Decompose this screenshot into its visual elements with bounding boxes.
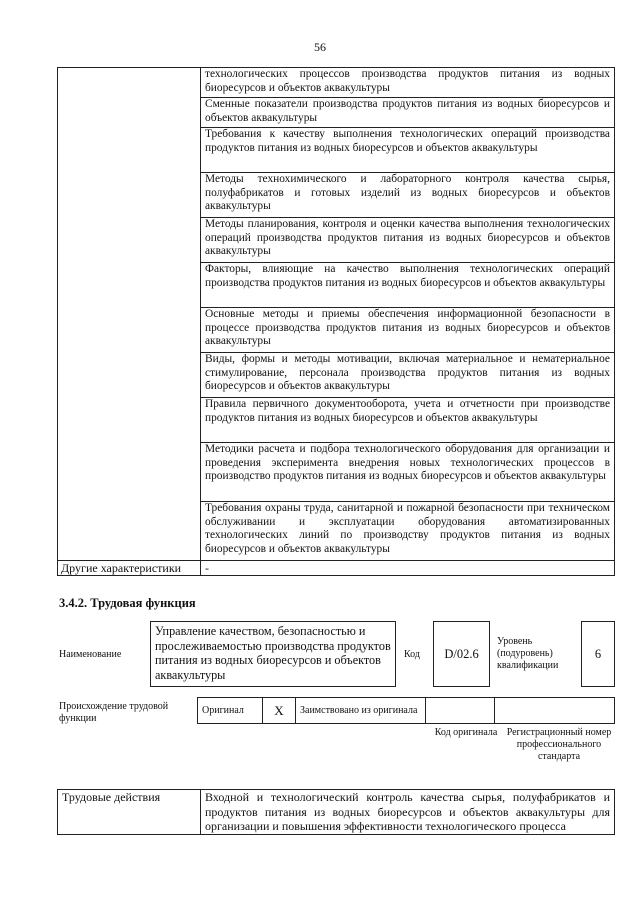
section-heading: 3.4.2. Трудовая функция [59,596,196,610]
page-number: 56 [314,40,326,54]
origin-original-mark: X [263,698,296,724]
knowledge-item: Факторы, влияющие на качество выполнения технологических операций производства продуктов питания из водных биоресурсов и объектов аквакультуры [201,263,615,308]
function-code-value: D/02.6 [433,621,490,687]
knowledge-item: Методы планирования, контроля и оценки качества выполнения технологических операций производства продуктов питания из водных биоресурсов и объектов аквакультуры [201,218,615,263]
knowledge-item: Правила первичного документооборота, учета и отчетности при производстве продуктов питания из водных биоресурсов и объектов аквакультуры [201,398,615,443]
knowledge-item: Методы технохимического и лабораторного контроля качества сырья, полуфабрикатов и готовых изделий из водных биоресурсов и объектов аквакультуры [201,173,615,218]
table-row [58,561,615,576]
labor-actions-table [57,789,615,835]
origin-reg-caption: Регистрационный номер профессионального стандарта [506,727,612,762]
origin-original-label: Оригинал [198,698,263,724]
qualification-level-value: 6 [581,621,615,687]
origin-reg-number-cell [495,698,615,724]
labor-actions-text: Входной и технологический контроль качества сырья, полуфабрикатов и продуктов питания из водных биоресурсов и объектов аквакультуры для организации и повышения эффективности технологического процесса [201,790,615,835]
function-origin-table [197,697,615,724]
function-name-label: Наименование [59,649,122,660]
qualification-level-label: Уровень (подуровень) квалификации [497,636,559,671]
origin-code-caption: Код оригинала [434,727,498,738]
function-name-value: Управление качеством, безопасностью и прослеживаемостью производства продуктов питания из водных биоресурсов и объектов аквакультуры [150,621,396,687]
knowledge-item: Сменные показатели производства продуктов питания из водных биоресурсов и объектов аквакультуры [201,98,615,128]
table-row [198,698,615,724]
knowledge-label-cell [58,68,201,561]
function-code-label: Код [404,649,420,660]
table-row [58,790,615,835]
knowledge-item: Методики расчета и подбора технологического оборудования для организации и проведения эксперимента внедрения новых технологических процессов в производство продуктов питания из водных биоресурсов и объектов аквакультуры [201,443,615,502]
knowledge-table [57,67,615,576]
other-characteristics-value: - [201,561,615,576]
other-characteristics-label: Другие характеристики [58,561,201,576]
knowledge-item: Виды, формы и методы мотивации, включая материальное и нематериальное стимулирование, персонала производства продуктов питания из водных биоресурсов и объектов аквакультуры [201,353,615,398]
knowledge-item: Требования охраны труда, санитарной и пожарной безопасности при техническом обслуживании и эксплуатации оборудования автоматизированных технологических линий по производству продуктов питания из водных биоресурсов и объектов аквакультуры [201,502,615,561]
origin-code-cell [426,698,495,724]
knowledge-item: Требования к качеству выполнения технологических операций производства продуктов питания из водных биоресурсов и объектов аквакультуры [201,128,615,173]
origin-borrowed-label: Заимствовано из оригинала [296,698,426,724]
table-row [58,68,615,98]
knowledge-item: Основные методы и приемы обеспечения информационной безопасности в процессе производства продуктов питания из водных биоресурсов и объектов аквакультуры [201,308,615,353]
function-origin-label: Происхождение трудовой функции [59,701,169,724]
labor-actions-label: Трудовые действия [58,790,201,835]
knowledge-item: технологических процессов производства продуктов питания из водных биоресурсов и объектов аквакультуры [201,68,615,98]
